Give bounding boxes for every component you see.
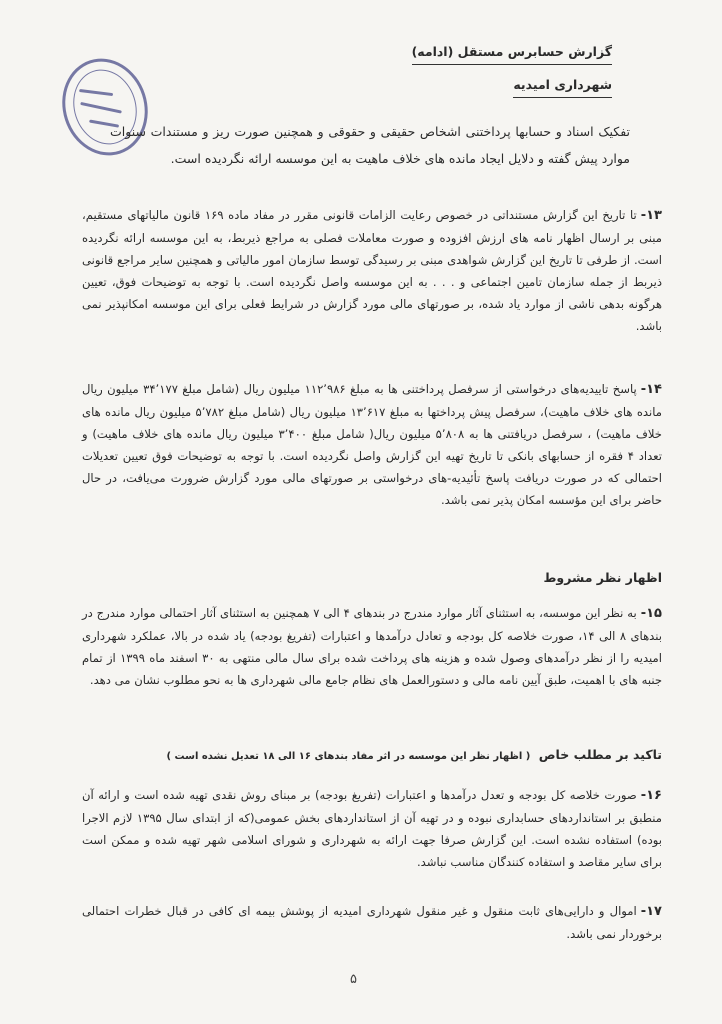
paragraph-text: به نظر این موسسه، به استثنای آثار موارد مندرج در بندهای ۴ الی ۷ همچنین به استثنای آثار احتمالی موارد مندرج در بندهای ۸ الی ۱۴، صورت خلاصه کل بودجه و تعادل درآمدها و اعتبارات (تفریغ بودجه) یاد شده در بالا، عملکرد شهرداری امیدیه را از نظر درآمدهای وصول شده و هزینه های پرداخت شده برای سال مالی منتهی به ۳۰ اسفند ماه ۱۳۹۹ از تمام جنبه های با اهمیت، طبق آیین نامه مالی و دستورالعمل های نظام جامع مالی شهرداری ها به نحو مطلوب نشان می دهد.	[82, 606, 662, 687]
page-number: ۵	[350, 972, 357, 987]
paragraph-text: تا تاریخ این گزارش مستنداتی در خصوص رعایت الزامات قانونی مقرر در مفاد ماده ۱۶۹ قانون مالیاتهای مستقیم، مبنی بر ارسال اظهار نامه های ارزش افزوده و صورت معاملات فصلی به مراجع ذیربط، به این موسسه ارائه نگردیده است. از طرفی تا تاریخ این گزارش شواهدی مبنی بر رسیدگی توسط سازمان امور مالیاتی و همچنین سایر مراجع قانونی ذیربط از جمله سازمان تامین اجتماعی و . . . به این موسسه واصل نگردیده است. با توجه به توضیحات فوق، تعیین هرگونه بدهی ناشی از موارد یاد شده، بر صورتهای مالی مورد گزارش در شرایط فعلی برای این موسسه امکانپذیر نمی باشد.	[82, 208, 662, 333]
paragraph-number: ۱۳-	[640, 208, 662, 223]
paragraph-15	[82, 602, 662, 691]
paragraph-number: ۱۶-	[640, 788, 662, 803]
section-title-conditional-opinion: اظهار نظر مشروط	[543, 570, 662, 585]
report-header	[312, 42, 612, 98]
report-title: گزارش حسابرس مستقل (ادامه)	[412, 42, 612, 65]
paragraph-13	[82, 204, 662, 337]
paragraph-number: ۱۵-	[640, 606, 662, 621]
report-subtitle: شهرداری امیدیه	[513, 75, 612, 98]
paragraph-text: اموال و دارایی‌های ثابت منقول و غیر منقول شهرداری امیدیه از پوشش بیمه ای کافی در قبال خطرات احتمالی برخوردار نمی باشد.	[82, 904, 662, 941]
emphasis-note: ( اظهار نظر این موسسه در اثر مفاد بندهای ۱۶ الی ۱۸ تعدیل نشده است )	[166, 751, 531, 762]
paragraph-text: صورت خلاصه کل بودجه و تعدل درآمدها و اعتبارات (تفریغ بودجه) بر مبنای روش نقدی تهیه شده است و ارائه آن منطبق بر استانداردهای حسابداری نبوده و در تهیه آن از استانداردهای بخش عمومی(که از ابتدای سال ۱۳۹۵ لازم الاجرا بوده) استفاده نشده است. این گزارش صرفا جهت ارائه به شهرداری و شورای اسلامی شهر تهیه شده و ممکن است برای سایر مقاصد و استفاده کنندگان مناسب نباشد.	[82, 788, 662, 869]
intro-paragraph: تفکیک اسناد و حسابها پرداختنی اشخاص حقیقی و حقوقی و همچنین صورت ریز و مستندات سنوات موارد پیش گفته و دلایل ایجاد مانده های خلاف ماهیت به این موسسه ارائه نگردیده است.	[110, 124, 630, 166]
paragraph-17	[82, 900, 662, 945]
paragraph-number: ۱۴-	[640, 382, 662, 397]
emphasis-title: تاکید بر مطلب خاص	[538, 747, 662, 762]
paragraph-text: پاسخ تاییدیه‌های درخواستی از سرفصل پرداختنی ها به مبلغ ۱۱۲٬۹۸۶ میلیون ریال (شامل مبلغ ۳۴٬۱۷۷ میلیون ریال مانده های خلاف ماهیت)، سرفصل پیش پرداختها به مبلغ ۱۳٬۶۱۷ میلیون ریال (شامل مبلغ ۵٬۷۸۲ میلیون ریال مانده های خلاف ماهیت) ، سرفصل دریافتنی ها به ۵٬۸۰۸ میلیون ریال( شامل مبلغ ۳٬۴۰۰ میلیون ریال مانده های خلاف ماهیت) و تعداد ۴ فقره از حسابهای بانکی تا تاریخ تهیه این گزارش واصل نگردیده است. با توجه به توضیحات فوق تعیین تعدیلات احتمالی که در صورت دریافت پاسخ تأئیدیه-های درخواستی بر صورتهای مالی مورد گزارش ضرورت می‌یافت، در حال حاضر برای این مؤسسه امکان پذیر نمی باشد.	[82, 382, 662, 507]
paragraph-number: ۱۷-	[640, 904, 662, 919]
paragraph-16	[82, 784, 662, 873]
paragraph-14	[82, 378, 662, 511]
section-title-emphasis	[62, 747, 662, 762]
